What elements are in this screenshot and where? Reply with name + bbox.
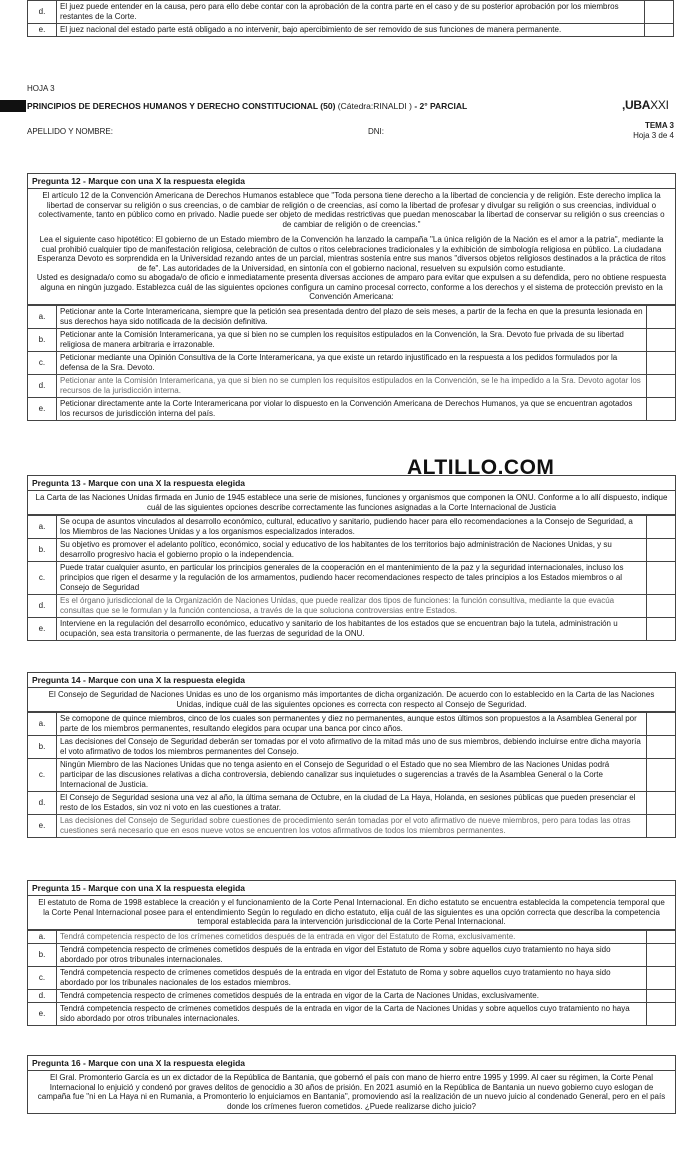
answer-checkbox[interactable] — [647, 815, 676, 838]
option-text: Tendrá competencia respecto de crímenes cometidos después de la entrada en vigor del Estatuto de Roma y sobre aquellos cuyo tratamiento no haya sido abordado por los tribunales nacionales de los estados miembros. — [57, 966, 647, 989]
question-title: Pregunta 14 - Marque con una X la respuesta elegida — [28, 673, 675, 688]
question-14 — [27, 672, 676, 838]
option-text: El juez puede entender en la causa, pero para ello debe contar con la aprobación de la contra parte en el caso y de su posterior aprobación por los miembros restantes de la Corte. — [57, 1, 645, 24]
option-letter: c. — [28, 562, 57, 595]
option-letter: c. — [28, 351, 57, 374]
option-letter: a. — [28, 713, 57, 736]
question-title: Pregunta 16 - Marque con una X la respuesta elegida — [28, 1056, 675, 1071]
option-row — [28, 24, 674, 37]
question-statement: La Carta de las Naciones Unidas firmada en Junio de 1945 establece una serie de misiones, funciones y organismos que componen la ONU. Conforme a lo allí dispuesto, indique cuál de las siguientes opciones describe correctamente las funciones asignadas a la Corte Internacional de Justicia — [28, 491, 675, 515]
question-title: Pregunta 12 - Marque con una X la respuesta elegida — [28, 174, 675, 189]
option-letter: b. — [28, 539, 57, 562]
option-text: Peticionar directamente ante la Corte Interamericana por violar lo dispuesto en la Convención Americana de Derechos Humanos, ya que se encuentran agotados los recursos de jurisdicción interna del país. — [57, 397, 647, 420]
option-letter: d. — [28, 1, 57, 24]
exam-title-bar — [0, 100, 700, 112]
black-marker — [0, 100, 26, 112]
option-letter: e. — [28, 815, 57, 838]
option-letter: d. — [28, 595, 57, 618]
answer-checkbox[interactable] — [647, 595, 676, 618]
answer-checkbox[interactable] — [647, 539, 676, 562]
option-text: Se ocupa de asuntos vinculados al desarrollo económico, cultural, educativo y sanitario, pudiendo hacer para ello recomendaciones a la Consejo de Seguridad, a los Miembros de las Naciones Unidas y a los organismos especializados interados. — [57, 516, 647, 539]
option-text: Peticionar mediante una Opinión Consultiva de la Corte Interamericana, ya que existe un retardo injustificado en la respuesta a los pedidos formulados por la defensa de la Sra. Devoto. — [57, 351, 647, 374]
option-row — [28, 328, 675, 351]
answer-checkbox[interactable] — [647, 516, 676, 539]
option-letter: e. — [28, 618, 57, 641]
option-row — [28, 930, 675, 943]
option-text: Peticionar ante la Comisión Interamericana, ya que si bien no se cumplen los requisitos estipulados en la Convención, se le ha impedido a la Sra. Devoto agotar los recursos de la jurisdicción interna. — [57, 374, 647, 397]
answer-checkbox[interactable] — [647, 989, 676, 1002]
answer-checkbox[interactable] — [645, 24, 674, 37]
dni-field-label: DNI: — [368, 127, 384, 136]
option-text: Interviene en la regulación del desarrollo económico, educativo y sanitario de los habitantes de los estados que se encuentran bajo la tutela, administración u ocupación, sea esta transitoria o permanente, de las fuerzas de seguridad de la ONU. — [57, 618, 647, 641]
answer-checkbox[interactable] — [647, 562, 676, 595]
option-row — [28, 736, 675, 759]
option-row — [28, 815, 675, 838]
option-row — [28, 305, 675, 328]
page-sheet-label: HOJA 3 — [27, 84, 55, 93]
option-row — [28, 792, 675, 815]
answer-checkbox[interactable] — [647, 305, 676, 328]
question-statement: El artículo 12 de la Convención Americana de Derechos Humanos establece que "Toda persona tiene derecho a la libertad de conciencia y de religión. Este derecho implica la libertad de conservar su religión o sus creencias, o de cambiar de religión o de creencias, así como la libertad de profesar y divulgar su religión o sus creencias, individual o colectivamente, tanto en público como en privado. Nadie puede ser objeto de medidas restrictivas que puedan menoscabar la libertad de conservar su religión o sus creencias o de cambiar de religión o de creencias." Lea el siguiente caso hipotético: El gobierno de un Estado miembro de la Convención ha lanzado la campaña "La única religión de la Nación es el amor a la patria", mediante la cual prohibió cualquier tipo de manifestación religiosa, celebración de cultos o ritos celebraciones tradicionales y la exhibición de simbología religiosa en público. La ciudadana Esperanza Devoto es sorprendida en la Universidad rezando antes de un parcial, mientras sostenía entre sus manos "diversos objetos religiosos destinados a la práctica de ritos de fe". Las autoridades de la Universidad, en sintonía con el gobierno nacional, resuelven su expulsión como estudiante. Usted es designada/o como su abogada/o de oficio e inmediatamente presenta diversas acciones de amparo para evitar que expulsen a su defendida, pero no obtiene respuesta alguna en ningún juzgado. Establezca cuál de las siguientes opciones configura un camino procesal correcto, conforme a los derechos y el sistema de protección previsto en la Convención Americana: — [28, 189, 675, 305]
answer-checkbox[interactable] — [647, 713, 676, 736]
question-statement: El Gral. Promonterio García es un ex dictador de la República de Bantania, que gobernó el país con mano de hierro entre 1995 y 1999. Al caer su régimen, la Corte Penal Internacional lo enjuició y condenó por graves delitos de genocidio a 30 años de prisión. En 2021 asumió en la República de Bantania un nuevo gobierno cuyo eslogan de campaña fue "ni en La Haya ni en Rumania, a Promonterio lo enjuiciamos en Bantania", promoviendo así la realización de un nuevo juicio al condenado General, pero en el país donde los crímenes fueron cometidos. ¿Puede realizarse dicho juicio? — [37, 1073, 666, 1111]
option-letter: a. — [28, 930, 57, 943]
answer-checkbox[interactable] — [647, 930, 676, 943]
option-letter: a. — [28, 305, 57, 328]
option-row — [28, 539, 675, 562]
option-row — [28, 351, 675, 374]
answer-checkbox[interactable] — [647, 618, 676, 641]
option-letter: a. — [28, 516, 57, 539]
option-row — [28, 397, 675, 420]
option-letter: e. — [28, 397, 57, 420]
options-table — [28, 930, 675, 1025]
options-table — [28, 712, 675, 837]
answer-checkbox[interactable] — [647, 351, 676, 374]
options-table — [28, 305, 675, 420]
answer-checkbox[interactable] — [647, 397, 676, 420]
option-letter: b. — [28, 328, 57, 351]
watermark: ALTILLO.COM — [407, 456, 555, 479]
previous-question-options — [27, 0, 674, 37]
option-letter: b. — [28, 736, 57, 759]
sheet-count: Hoja 3 de 4 — [633, 131, 674, 140]
option-text: Su objetivo es promover el adelanto político, económico, social y educativo de los habitantes de los territorios bajo administración de Naciones Unidas, y su desarrollo progresivo hacia el gobierno propio o la independencia. — [57, 539, 647, 562]
answer-checkbox[interactable] — [647, 374, 676, 397]
question-title: Pregunta 15 - Marque con una X la respuesta elegida — [28, 881, 675, 896]
option-row — [28, 943, 675, 966]
question-12 — [27, 173, 676, 421]
answer-checkbox[interactable] — [647, 966, 676, 989]
option-letter: c. — [28, 966, 57, 989]
option-letter: d. — [28, 374, 57, 397]
option-text: Se comopone de quince miembros, cinco de los cuales son permanentes y diez no permanentes, aunque estos últimos son propuestos a la Asamblea General por parte de los miembros permanentes, resultando elegidos para ocupar una banca por cinco años. — [57, 713, 647, 736]
option-letter: e. — [28, 1002, 57, 1025]
option-row — [28, 1, 674, 24]
question-16 — [27, 1055, 676, 1114]
question-13 — [27, 475, 676, 641]
tema-label: TEMA 3 — [644, 121, 674, 130]
tema-block — [633, 121, 674, 141]
option-row — [28, 595, 675, 618]
option-text: Ningún Miembro de las Naciones Unidas que no tenga asiento en el Consejo de Seguridad o el Estado que no sea Miembro de las Naciones Unidas podrá participar de las discusiones relativas a dicha controversia, debiendo canalizar sus inquietudes o sugerencias a través de la Asamblea General o la Corte Internacional de Justicia. — [57, 759, 647, 792]
option-row — [28, 618, 675, 641]
option-text: Peticionar ante la Corte Interamericana, siempre que la petición sea presentada dentro del plazo de seis meses, a partir de la fecha en que la presunta lesionada en sus derechos haya sido notificada de la decisión definitiva. — [57, 305, 647, 328]
option-row — [28, 966, 675, 989]
option-text: Tendrá competencia respecto de crímenes cometidos después de la entrada en vigor de la Carta de Naciones Unidas, exclusivamente. — [57, 989, 647, 1002]
answer-checkbox[interactable] — [647, 943, 676, 966]
answer-checkbox[interactable] — [647, 792, 676, 815]
options-table — [28, 515, 675, 640]
option-letter: d. — [28, 989, 57, 1002]
option-row — [28, 759, 675, 792]
option-row — [28, 713, 675, 736]
question-title: Pregunta 13 - Marque con una X la respuesta elegida — [28, 476, 675, 491]
option-letter: d. — [28, 792, 57, 815]
option-letter: e. — [28, 24, 57, 37]
option-row — [28, 562, 675, 595]
option-letter: c. — [28, 759, 57, 792]
option-row — [28, 989, 675, 1002]
option-text: El juez nacional del estado parte está obligado a no intervenir, bajo apercibimiento de ser removido de sus funciones de manera permanente. — [57, 24, 645, 37]
answer-checkbox[interactable] — [647, 736, 676, 759]
answer-checkbox[interactable] — [645, 1, 674, 24]
name-field-label: APELLIDO Y NOMBRE: — [27, 127, 113, 136]
answer-checkbox[interactable] — [647, 328, 676, 351]
option-text: Tendrá competencia respecto de los crímenes cometidos después de la entrada en vigor del Estatuto de Roma, exclusivamente. — [57, 930, 647, 943]
option-row — [28, 1002, 675, 1025]
option-text: Puede tratar cualquier asunto, en particular los principios generales de la cooperación en el mantenimiento de la paz y la seguridad internacionales, incluso los principios que rigen el desarme y la regulación de los armamentos, pudiendo hacer recomendaciones respecto de tales principios a los Estados miembros o al Consejo de Seguridad — [57, 562, 647, 595]
answer-checkbox[interactable] — [647, 759, 676, 792]
option-letter: b. — [28, 943, 57, 966]
uba-xxi-logo: ,UBAXXI — [622, 98, 669, 112]
answer-checkbox[interactable] — [647, 1002, 676, 1025]
option-text: El Consejo de Seguridad sesiona una vez al año, la última semana de Octubre, en la ciudad de La Haya, Holanda, en sesiones públicas que pueden presenciar el resto de los Estados, sin voz ni voto en las cuestiones a tratar. — [57, 792, 647, 815]
option-text: Las decisiones del Consejo de Seguridad sobre cuestiones de procedimiento serán tomadas por el voto afirmativo de nueve miembros, pero para todas las otras cuestiones será necesario que en esos nueve votos se encuentren los votos afirmativos de todos los miembros permanentes. — [57, 815, 647, 838]
question-15 — [27, 880, 676, 1026]
question-statement: El estatuto de Roma de 1998 establece la creación y el funcionamiento de la Corte Penal Internacional. En dicho estatuto se encuentra establecida la competencia temporal que la Corte Penal Internacional posee para el entendimiento Según lo regulado en dicho estatuto, elija cuál de las siguientes es una opción correcta que describa la competencia temporal establecida para la intervención jurisdiccional de la Corte Penal Internacional. — [28, 896, 675, 930]
option-text: Es el órgano jurisdiccional de la Organización de Naciones Unidas, que puede realizar dos tipos de funciones: la función consultiva, mediante la que evacúa consultas que se le formulan y la función contenciosa, a través de la que soluciona controversias entre Estados. — [57, 595, 647, 618]
option-text: Tendrá competencia respecto de crímenes cometidos después de la entrada en vigor del Estatuto de Roma y sobre aquellos cuyo tratamiento no haya sido abordado por otros tribunales internacionales. — [57, 943, 647, 966]
exam-title: PRINCIPIOS DE DERECHOS HUMANOS Y DERECHO CONSTITUCIONAL (50) (Cátedra:RINALDI ) - 2° PARCIAL — [27, 101, 468, 111]
option-row — [28, 374, 675, 397]
option-row — [28, 516, 675, 539]
option-text: Las decisiones del Consejo de Seguridad deberán ser tomadas por el voto afirmativo de la mitad más uno de sus miembros, debiendo incluirse entre dicha mayoría el voto afirmativo de todos los miembros permanentes del Consejo. — [57, 736, 647, 759]
option-text: Tendrá competencia respecto de crímenes cometidos después de la entrada en vigor de la Carta de Naciones Unidas y sobre aquellos cuyo tratamiento no haya sido abordado por otros tribunales internacionales. — [57, 1002, 647, 1025]
option-text: Peticionar ante la Comisión Interamericana, ya que si bien no se cumplen los requisitos estipulados en la Convención, la Sra. Devoto fue privada de su libertad religiosa de manera arbitraria e irrazonable. — [57, 328, 647, 351]
question-statement: El Consejo de Seguridad de Naciones Unidas es uno de los organismo más importantes de dicha organización. De acuerdo con lo establecido en la Carta de las Naciones Unidas, indique cuál de las siguientes opciones es correcta con respecto al Consejo de Seguridad. — [28, 688, 675, 712]
